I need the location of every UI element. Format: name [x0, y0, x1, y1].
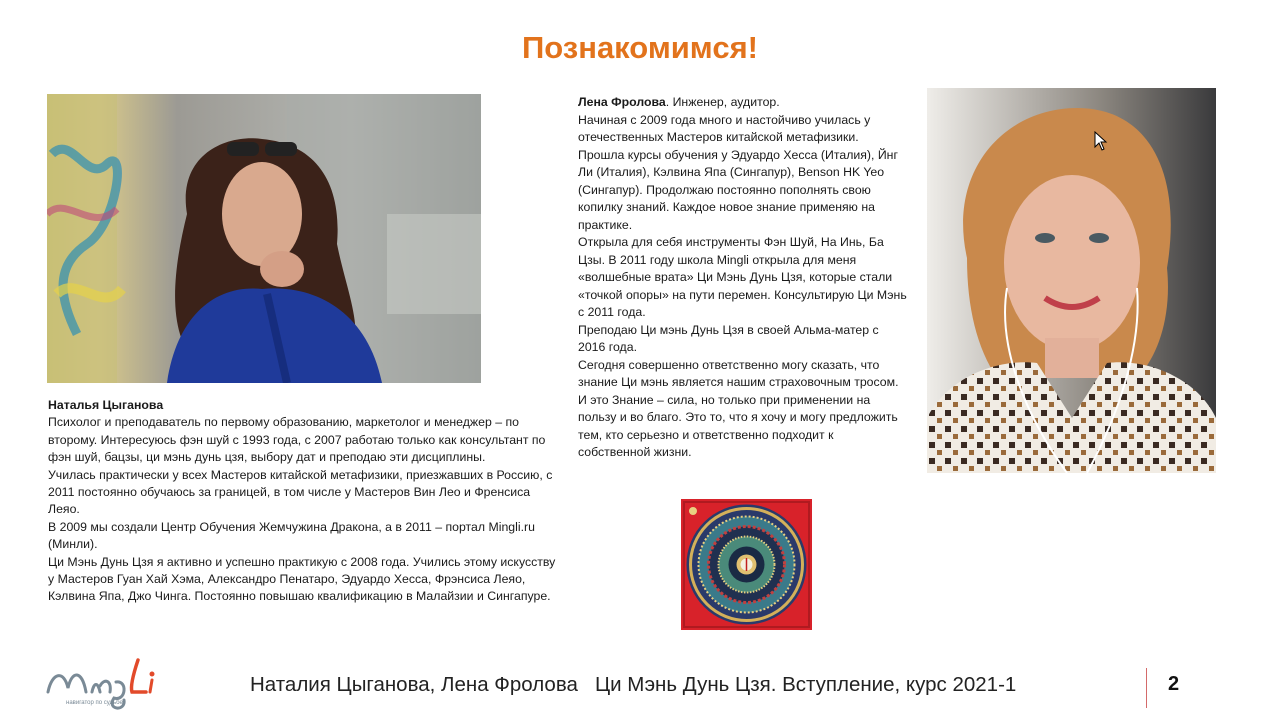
- bio-lena-paragraph: Начиная с 2009 года много и настойчиво училась у отечественных Мастеров китайской метафизики. Прошла курсы обучения у Эдуардо Хесса (Италия), Йнг Ли (Италия), Кэлвина Япа (Сингапур), Benson HK Yeo (Сингапур). Продолжаю постоянно пополнять свою копилку знаний. Каждое новое знание применяю на практике.: [578, 112, 898, 232]
- bio-lena-name: Лена Фролова: [578, 95, 666, 109]
- bio-lena-header: [578, 94, 908, 112]
- footer-text: Наталия Цыганова, Лена Фролова Ци Мэнь Дунь Цзя. Вступление, курс 2021-1: [250, 673, 1017, 696]
- bio-lena-intro: . Инженер, аудитор.: [665, 95, 780, 109]
- bio-natalya: [48, 397, 563, 606]
- bio-natalya-paragraph: Ци Мэнь Дунь Цзя я активно и успешно практикую с 2008 года. Учились этому искусству у Мастеров Гуан Хай Хэма, Александро Пенатаро, Эдуардо Хесса, Фрэнсиса Леяо, Кэлвина Япа, Джо Чинга. Постоянно повышаю квалификацию в Малайзии и Сингапуре.: [48, 554, 556, 604]
- bio-natalya-name: Наталья Цыганова: [48, 398, 164, 412]
- bio-lena-paragraph: Преподаю Ци мэнь Дунь Цзя в своей Альма-матер с 2016 года.: [578, 322, 879, 354]
- bio-natalya-paragraph: Училась практически у всех Мастеров китайской метафизики, приезжавших в Россию, с 2011 постоянно обучаюсь за границей, в том числе у Мастеров Вин Лео и Френсиса Леяо.: [48, 467, 553, 517]
- bio-lena: [578, 94, 908, 462]
- logo-tagline: навигатор по судьбе: [66, 700, 123, 706]
- bio-natalya-paragraph: В 2009 мы создали Центр Обучения Жемчужина Дракона, а в 2011 – портал Mingli.ru (Минли).: [48, 519, 535, 552]
- slide-title: Познакомимся!: [522, 30, 758, 65]
- bio-natalya-paragraph: Психолог и преподаватель по первому образованию, маркетолог и менеджер – по второму. Интересуюсь фэн шуй с 1993 года, с 2007 работаю только как консультант по фэн шуй, бацзы, ци мэнь дунь цзя, выбору дат и преподаю эти дисциплины.: [48, 415, 546, 465]
- footer-divider: [1146, 668, 1147, 708]
- photo-lena: [927, 88, 1216, 473]
- bio-lena-paragraph: Открыла для себя инструменты Фэн Шуй, На Инь, Ба Цзы. В 2011 году школа Mingli открыла для меня «волшебные врата» Ци Мэнь Дунь Цзя, которые стали «точкой опоры» на пути перемен. Консультирую Ци Мэнь с 2011 года.: [578, 235, 907, 319]
- mingli-logo: [42, 652, 172, 714]
- bio-lena-paragraph: Сегодня совершенно ответственно могу сказать, что знание Ци мэнь является нашим страховочным тросом. И это Знание – сила, но только при применении на пользу и во благо. Это то, что я хочу и могу предложить тем, кто серьезно и ответственно подходит к собственной жизни.: [578, 357, 899, 459]
- luopan-compass-image: [681, 499, 812, 630]
- page-number: 2: [1168, 673, 1180, 695]
- mouse-cursor-icon: [1094, 131, 1108, 151]
- photo-natalya: [47, 94, 481, 383]
